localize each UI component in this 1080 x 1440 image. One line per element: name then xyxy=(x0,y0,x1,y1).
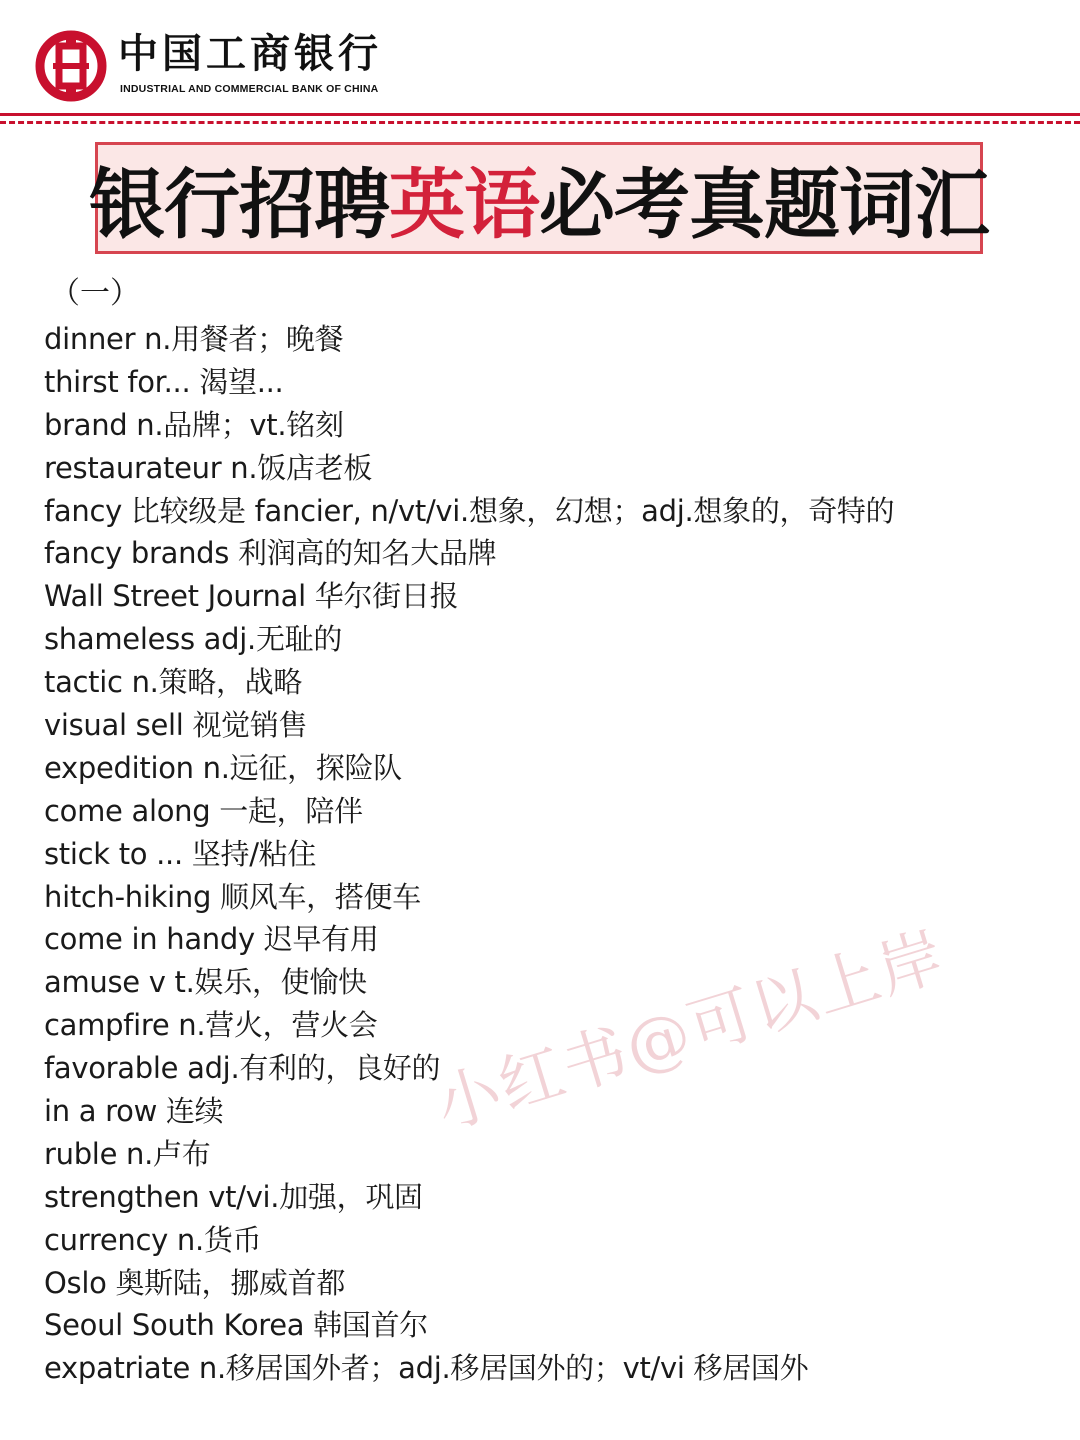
vocab-item: come in handy 迟早有用 xyxy=(44,922,379,957)
vocab-item: tactic n.策略，战略 xyxy=(44,665,303,700)
vocab-item: Oslo 奥斯陆，挪威首都 xyxy=(44,1265,346,1300)
vocab-item: Seoul South Korea 韩国首尔 xyxy=(44,1308,428,1343)
title-highlight: 英语 xyxy=(389,159,539,249)
vocab-item: brand n.品牌；vt.铭刻 xyxy=(44,407,344,442)
title-part-1: 银行招聘 xyxy=(89,159,389,249)
vocab-item: amuse v t.娱乐，使愉快 xyxy=(44,965,367,1000)
title-part-2: 必考真题词汇 xyxy=(539,159,989,249)
vocab-item: hitch-hiking 顺风车，搭便车 xyxy=(44,879,421,914)
vocab-item: thirst for... 渴望... xyxy=(44,364,284,399)
vocab-item: restaurateur n.饭店老板 xyxy=(44,450,373,485)
vocab-item: visual sell 视觉销售 xyxy=(44,708,308,743)
vocab-item: expatriate n.移居国外者；adj.移居国外的；vt/vi 移居国外 xyxy=(44,1351,809,1386)
vocab-item: favorable adj.有利的，良好的 xyxy=(44,1051,441,1086)
vocab-item: Wall Street Journal 华尔街日报 xyxy=(44,579,459,614)
header-rule xyxy=(0,113,1080,116)
watermark: 小红书@可以上岸 xyxy=(427,918,955,1145)
vocab-item: come along 一起，陪伴 xyxy=(44,793,363,828)
vocab-item: shameless adj.无耻的 xyxy=(44,622,343,657)
vocab-list xyxy=(44,318,894,1390)
section-label: （一） xyxy=(50,276,140,311)
title-banner xyxy=(89,142,989,254)
icbc-logo-icon xyxy=(35,30,107,102)
vocab-item: dinner n.用餐者；晚餐 xyxy=(44,322,344,356)
vocab-item: currency n.货币 xyxy=(44,1222,262,1257)
vocab-item: fancy 比较级是 fancier, n/vt/vi.想象，幻想；adj.想象的，奇特的 xyxy=(44,493,895,528)
bank-name-cn: 中国工商银行 xyxy=(118,31,382,77)
bank-name-en: INDUSTRIAL AND COMMERCIAL BANK OF CHINA xyxy=(120,83,379,95)
vocab-item: campfire n.营火，营火会 xyxy=(44,1008,378,1043)
vocab-item: strengthen vt/vi.加强，巩固 xyxy=(44,1179,423,1214)
vocab-item: stick to ... 坚持/粘住 xyxy=(44,836,317,871)
vocab-item: fancy brands 利润高的知名大品牌 xyxy=(44,536,497,571)
vocab-item: ruble n.卢布 xyxy=(44,1136,211,1171)
header-dashed-rule xyxy=(0,121,1080,124)
vocab-item: expedition n.远征，探险队 xyxy=(44,750,402,785)
header xyxy=(0,0,1080,112)
page-title xyxy=(89,144,989,253)
vocab-item: in a row 连续 xyxy=(44,1094,224,1129)
